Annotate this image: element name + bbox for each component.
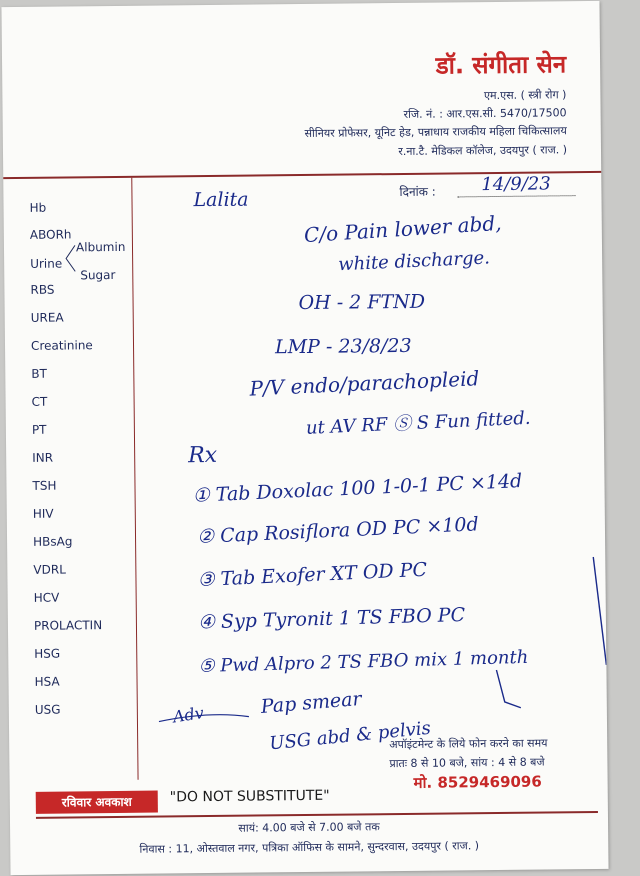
hw-bracket-stroke [593,557,606,665]
test-rbs: RBS [30,282,55,297]
test-hcv: HCV [33,590,60,605]
test-pt: PT [31,422,47,437]
test-hb: Hb [29,200,47,215]
phone-number: मो. 8529469096 [413,772,542,792]
test-hbsag: HBsAg [32,534,73,549]
hw-rx: Rx [188,442,218,469]
hw-complaint-1: C/o Pain lower abd, [303,210,503,248]
test-ct: CT [31,394,48,409]
test-hsa: HSA [34,674,60,689]
prescription-paper [1,1,608,875]
bracket-icon [64,244,76,272]
test-aborh: ABORh [29,227,72,242]
hw-obstetric-history: OH - 2 FTND [298,290,426,315]
test-tsh: TSH [32,478,57,493]
test-vdrl: VDRL [33,562,66,577]
hw-uterus-finding: ut AV RF Ⓢ S Fun fitted. [305,407,531,439]
test-sugar: Sugar [80,267,116,283]
hw-medicine-3: ③ Tab Exofer XT OD PC [197,558,428,592]
hw-medicine-4: ④ Syp Tyronit 1 TS FBO PC [197,604,466,634]
test-urine: Urine [30,256,63,271]
registration-number: रजि. नं. : आर.एस.सी. 5470/17500 [403,106,567,121]
hw-complaint-2: white discharge. [337,247,491,276]
hw-advice-pap: Pap smear [260,687,363,718]
appointment-title: अपॉइंटमेन्ट के लिये फोन करने का समय [389,736,548,752]
sunday-closed-badge: रविवार अवकाश [36,791,158,814]
test-urea: UREA [30,310,64,325]
test-bt: BT [31,366,47,381]
date-line [457,195,575,197]
hw-pv-exam: P/V endo/parachopleid [249,366,480,401]
residence-address: निवास : 11, ओस्तवाल नगर, पत्रिका ऑफिस के सामने, सुन्दरवास, उदयपुर ( राज. ) [139,839,480,856]
hw-tick-stroke [496,670,520,708]
test-prolactin: PROLACTIN [33,618,103,633]
test-albumin: Albumin [75,239,126,255]
hw-patient-name: Lalita [193,188,249,212]
hw-medicine-1: ① Tab Doxolac 100 1-0-1 PC ×14d [192,469,523,507]
hw-medicine-5: ⑤ Pwd Alpro 2 TS FBO mix 1 month [198,646,529,678]
qualification: एम.एस. ( स्त्री रोग ) [483,88,567,103]
test-inr: INR [32,450,54,465]
doctor-name: डॉ. संगीता सेन [435,50,567,80]
test-usg: USG [34,702,61,717]
designation: सीनियर प्रोफेसर, यूनिट हेड, पन्नाधाय राजकीय महिला चिकित्सालय [304,124,567,140]
hw-advice-usg: USG abd & pelvis [268,717,432,755]
do-not-substitute: "DO NOT SUBSTITUTE" [169,787,330,806]
hw-advice-label: Adv [171,703,205,727]
test-hsg: HSG [34,646,61,661]
hw-date: 14/9/23 [481,173,551,196]
hw-medicine-2: ② Cap Rosiflora OD PC ×10d [196,513,480,549]
date-label: दिनांक : [399,184,436,199]
test-hiv: HIV [32,506,54,521]
college: र.ना.टै. मेडिकल कॉलेज, उदयपुर ( राज. ) [398,143,568,159]
evening-hours: सायं: 4.00 बजे से 7.00 बजे तक [238,820,380,835]
test-urine-group [30,239,140,287]
hw-lmp: LMP - 23/8/23 [274,334,412,359]
test-creatinine: Creatinine [30,338,93,353]
appointment-hours: प्रातः 8 से 10 बजे, सांय : 4 से 8 बजे [389,755,545,771]
